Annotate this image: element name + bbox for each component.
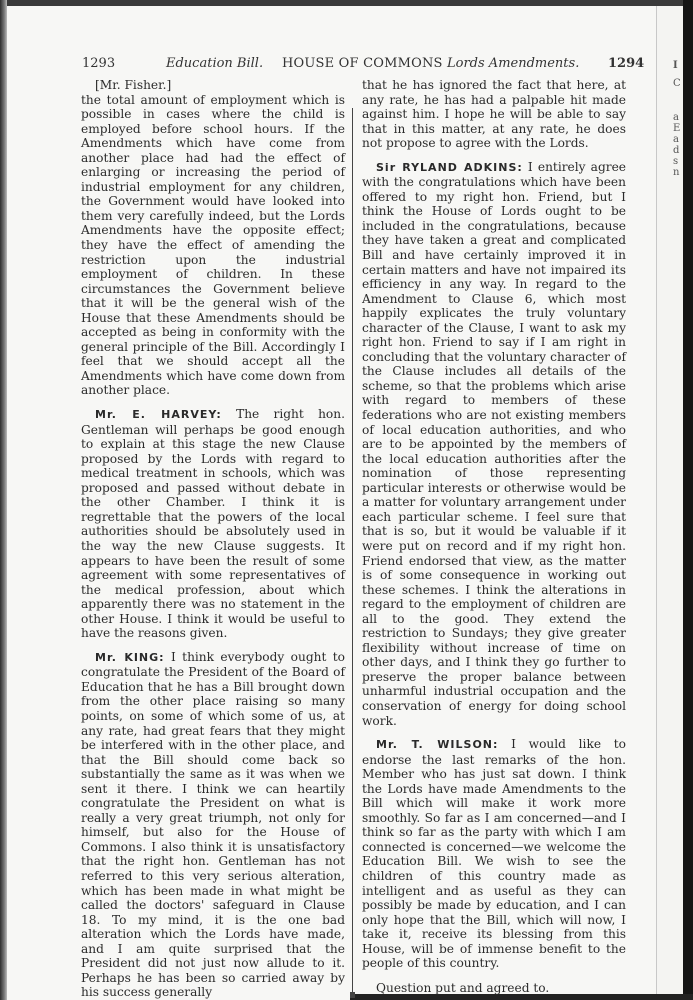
speech-text: I would like to endorse the last remarks of the hon. Member who has just sat down. I think the Lords have made Amendments to the Bill which will make it work more smoothly. So far as I am concerned—and I think so far as the party with which I am connected is concerned—we welcome the Education Bill. We wish to see the children of this country made as intelligent and as useful as they can possibly be made by education, and I can only hope that the Bill, which will now, I take it, receive its blessing from this House, will be of immense benefit to the people of this country.	[362, 737, 626, 971]
left-column	[81, 78, 345, 1000]
speech-continuation: the total amount of employment which is possible in cases where the child is employed before school hours. If the Amendments which have come from another place had had the effect of enlarging or increasing the period of industrial employment for any children, the Government would have looked into them very carefully indeed, but the Lords Amendments have the opposite effect; they have the effect of amending the restriction upon the industrial employment of children. In these circumstances the Government believe that it will be the general wish of the House that these Amendments should be accepted as being in conformity with the general principle of the Bill. Accordingly I feel that we should accept all the Amendments which have come down from another place.	[81, 92, 345, 398]
speech-paragraph	[362, 160, 626, 728]
adjacent-page-fragment: E	[673, 123, 681, 134]
hansard-page	[81, 56, 656, 1000]
speaker-name: Sir RYLAND ADKINS:	[376, 160, 523, 174]
header-bill-title: Education Bill.	[166, 56, 264, 71]
question-agreed-line: Question put and agreed to.	[376, 980, 550, 995]
adjacent-page-margin	[656, 6, 684, 1000]
speech-text: The right hon. Gentleman will perhaps be good enough to explain at this stage the new Clause proposed by the Lords with regard to medical treatment in schools, which was proposed and passed without debate in the other Chamber. I think it is regrettable that the powers of the local authorities should be absolutely used in the way the new Clause suggests. It appears to have been the result of some agreement with some representatives of the medical profession, about which apparently there was no statement in the other House. I think it would be useful to have the reasons given.	[81, 407, 345, 641]
adjacent-page-fragment: s	[673, 156, 679, 167]
adjacent-page-fragment: I	[673, 60, 678, 71]
scan-top-edge	[0, 0, 693, 6]
speaker-name: Mr. KING:	[95, 650, 165, 664]
speech-paragraph	[81, 650, 345, 1000]
speech-paragraph	[362, 737, 626, 971]
header-section-title: Lords Amendments.	[447, 56, 580, 71]
speaker-name: Mr. T. WILSON:	[376, 738, 499, 752]
column-divider-foot	[350, 992, 355, 998]
adjacent-page-fragment: a	[673, 112, 679, 123]
scan-left-edge	[0, 0, 7, 1000]
page-number-left: 1293	[82, 56, 116, 71]
speech-text: I entirely agree with the congratulations which have been offered to my right hon. Friend, but I think the House of Lords ought to be included in the congratulations, because they have taken a great and complicated Bill and have certainly improved it in certain matters and have not impaired its efficiency in any way. In regard to the Amendment to Clause 6, which most happily explicates the truly voluntary character of the Clause, I want to ask my right hon. Friend to say if I am right in concluding that the voluntary character of the Clause includes all details of the scheme, so that the problems which arise with regard to members of these federations who are not existing members of local education authorities, and who are to be appointed by the members of the local education authorities after the nomination of those representing particular interests or otherwise would be a matter for voluntary arrangement under each particular scheme. I feel sure that that is so, but it would be valuable if it were put on record and if my right hon. Friend endorsed that view, as the matter is of some consequence in working out these schemes. I think the alterations in regard to the employment of children are all to the good. They extend the restriction to Sundays; they give greater flexibility without increase of time on other days, and I think they go further to preserve the proper balance between unharmful industrial occupation and the conservation of energy for doing school work.	[362, 159, 627, 728]
header-house-name: HOUSE OF COMMONS	[282, 56, 443, 71]
speaker-name: Mr. E. HARVEY:	[95, 408, 222, 422]
adjacent-page-fragment: a	[673, 134, 679, 145]
scan-right-edge	[683, 0, 693, 1000]
adjacent-page-fragment: C	[673, 78, 681, 89]
speech-paragraph	[81, 407, 345, 641]
adjacent-page-fragment: d	[673, 145, 680, 156]
right-column	[362, 78, 626, 995]
speech-text: I think everybody ought to congratulate the President of the Board of Education that he has a Bill brought down from the other place raising so many points, on some of which some of us, at any rate, had great fears that they might be interfered with in the other place, and that the Bill should come back so substantially the same as it was when we sent it there. I think we can heartily congratulate the President on what is really a very great triumph, not only for himself, but also for the House of Commons. I also think it is unsatisfactory that the right hon. Gentleman has not referred to this very serious alteration, which has been made in what might be called the doctors' safeguard in Clause 18. To my mind, it is the one bad alteration which the Lords have made, and I am quite surprised that the President did not just now allude to it. Perhaps he has been so carried away by his success generally	[81, 649, 346, 1000]
page-number-right: 1294	[608, 56, 645, 71]
running-header	[82, 56, 656, 74]
adjacent-page-fragment: n	[673, 167, 680, 178]
speaker-attribution: [Mr. Fisher.]	[95, 78, 172, 92]
speech-continuation: that he has ignored the fact that here, at any rate, he has had a palpable hit made against him. I hope he will be able to say that in this matter, at any rate, he does not propose to agree with the Lords.	[362, 78, 626, 151]
column-divider	[352, 108, 353, 998]
